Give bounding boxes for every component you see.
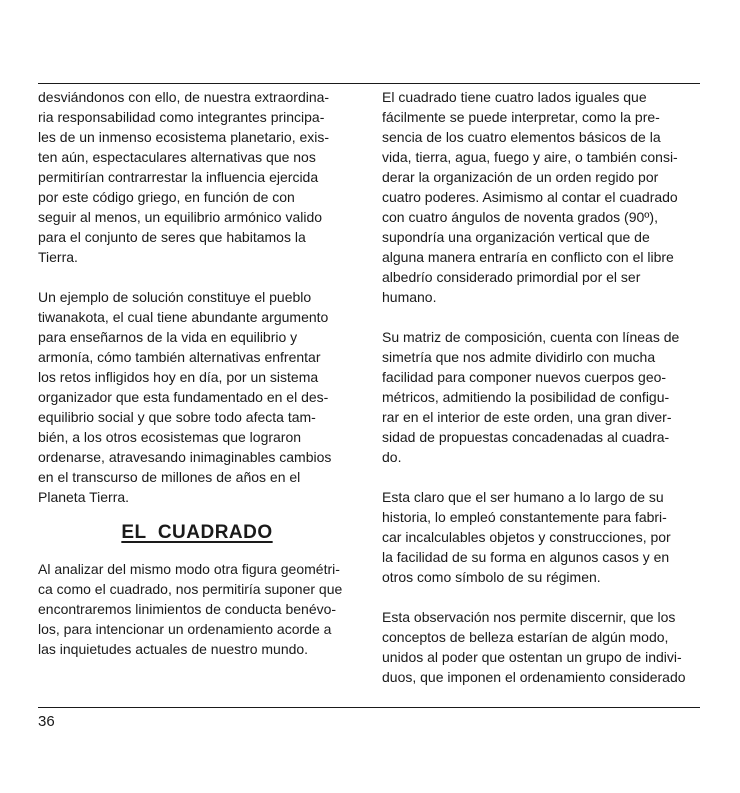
section-heading-text: EL CUADRADO <box>121 522 273 543</box>
paragraph <box>38 559 356 659</box>
text-line: facilidad para componer nuevos cuerpos geo- <box>382 369 667 385</box>
section-heading <box>38 507 356 559</box>
text-line: Su matriz de composición, cuenta con líneas de <box>382 329 680 345</box>
bottom-rule <box>38 707 700 708</box>
text-line: El cuadrado tiene cuatro lados iguales que <box>382 89 647 105</box>
text-line: conceptos de belleza estarían de algún modo, <box>382 629 669 645</box>
text-line: las inquietudes actuales de nuestro mundo. <box>38 641 309 657</box>
text-line: otros como símbolo de su régimen. <box>382 569 601 585</box>
text-line: ten aún, espectaculares alternativas que nos <box>38 149 316 165</box>
text-line: encontraremos linimientos de conducta benévo- <box>38 601 337 617</box>
text-line: fácilmente se puede interpretar, como la pre- <box>382 109 660 125</box>
text-line: seguir al menos, un equilibrio armónico valido <box>38 209 323 225</box>
text-line: derar la organización de un orden regido por <box>382 169 659 185</box>
text-line: do. <box>382 449 402 465</box>
paragraph <box>382 607 702 687</box>
paragraph <box>382 487 702 587</box>
text-line: sencia de los cuatro elementos básicos de la <box>382 129 661 145</box>
text-line: rar en el interior de este orden, una gran diver- <box>382 409 672 425</box>
text-line: Un ejemplo de solución constituye el pueblo <box>38 289 312 305</box>
text-line: alguna manera entraría en conflicto con el libre <box>382 249 674 265</box>
text-line: unidos al poder que ostentan un grupo de indivi- <box>382 649 682 665</box>
text-line: humano. <box>382 289 437 305</box>
text-line: armonía, cómo también alternativas enfrentar <box>38 349 321 365</box>
text-line: les de un inmenso ecosistema planetario, exis- <box>38 129 330 145</box>
text-line: organizador que esta fundamentado en el des- <box>38 389 329 405</box>
text-line: Esta claro que el ser humano a lo largo de su <box>382 489 664 505</box>
text-line: vida, tierra, agua, fuego y aire, o también consi- <box>382 149 678 165</box>
paragraph <box>382 327 702 467</box>
text-line: para el conjunto de seres que habitamos la <box>38 229 306 245</box>
right-column <box>382 87 702 687</box>
text-line: para enseñarnos de la vida en equilibrio y <box>38 329 298 345</box>
text-line: con cuatro ángulos de noventa grados (90º), <box>382 209 658 225</box>
text-line: equilibrio social y que sobre todo afecta tam- <box>38 409 316 425</box>
paragraph <box>38 287 356 507</box>
text-line: Tierra. <box>38 249 78 265</box>
text-line: historia, lo empleó constantemente para fabri- <box>382 509 667 525</box>
text-line: cuatro poderes. Asimismo al contar el cuadrado <box>382 189 678 205</box>
text-line: permitirían contrarrestar la influencia ejercida <box>38 169 319 185</box>
text-line: supondría una organización vertical que de <box>382 229 650 245</box>
text-line: duos, que imponen el ordenamiento considerado <box>382 669 686 685</box>
text-line: por este código griego, en función de con <box>38 189 295 205</box>
text-line: Al analizar del mismo modo otra figura geométri- <box>38 561 340 577</box>
text-line: la facilidad de su forma en algunos casos y en <box>382 549 670 565</box>
text-line: bién, a los otros ecosistemas que lograron <box>38 429 302 445</box>
text-line: albedrío considerado primordial por el ser <box>382 269 641 285</box>
left-column <box>38 87 356 659</box>
text-line: los, para intencionar un ordenamiento acorde a <box>38 621 332 637</box>
text-line: car incalculables objetos y construcciones, por <box>382 529 671 545</box>
text-line: simetría que nos admite dividirlo con mucha <box>382 349 656 365</box>
top-rule <box>38 83 700 84</box>
paragraph <box>382 87 702 307</box>
page-number: 36 <box>38 713 55 730</box>
text-line: ca como el cuadrado, nos permitiría suponer que <box>38 581 343 597</box>
text-line: sidad de propuestas concadenadas al cuadra- <box>382 429 670 445</box>
text-line: desviándonos con ello, de nuestra extraordina- <box>38 89 330 105</box>
text-line: ordenarse, atravesando inimaginables cambios <box>38 449 332 465</box>
text-line: Planeta Tierra. <box>38 489 130 505</box>
text-line: Esta observación nos permite discernir, que los <box>382 609 676 625</box>
text-line: tiwanakota, el cual tiene abundante argumento <box>38 309 329 325</box>
paragraph <box>38 87 356 267</box>
text-line: en el transcurso de millones de años en el <box>38 469 301 485</box>
text-line: los retos infligidos hoy en día, por un sistema <box>38 369 319 385</box>
text-line: métricos, admitiendo la posibilidad de configu- <box>382 389 670 405</box>
text-line: ria responsabilidad como integrantes principa- <box>38 109 325 125</box>
